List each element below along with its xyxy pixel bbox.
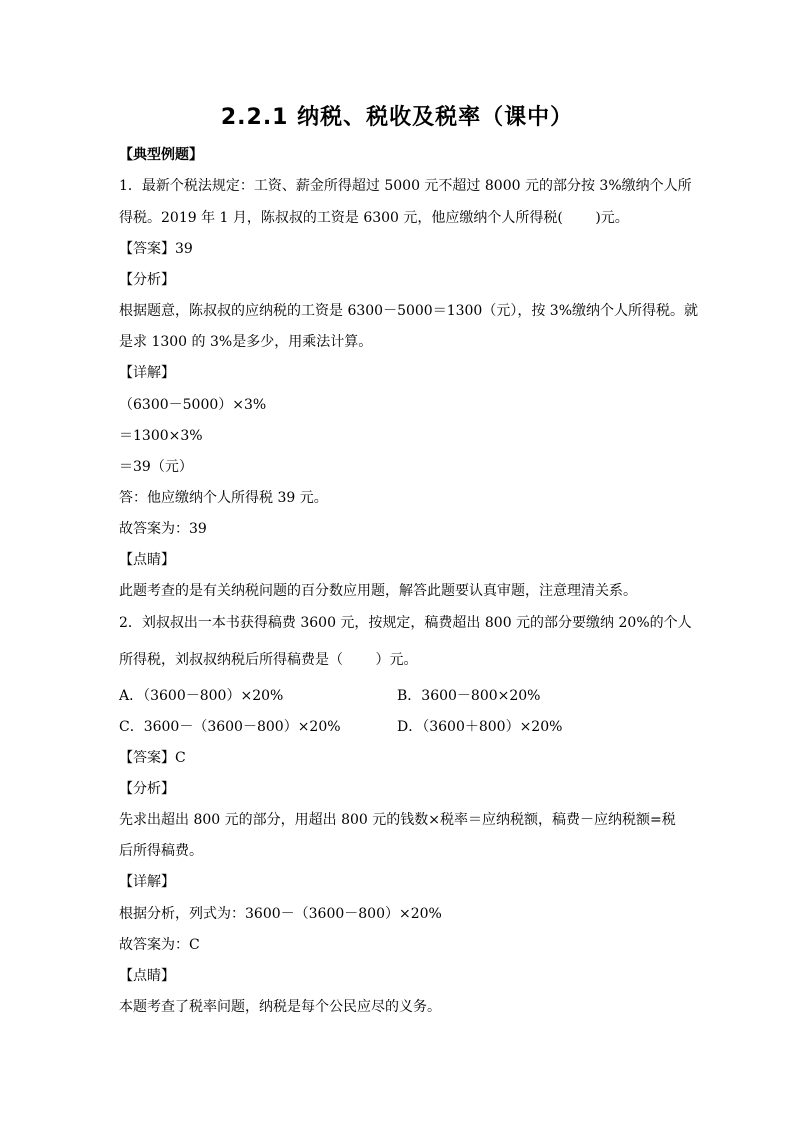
q2-analysis-line2: 后所得稿费。 — [119, 843, 203, 859]
q1-detail-line2: ＝1300×3% — [119, 428, 203, 444]
q2-option-b: B．3600－800×20% — [397, 688, 541, 704]
q1-detail-line1: （6300－5000）×3% — [119, 397, 267, 413]
q2-detail-line1: 根据分析，列式为：3600－（3600－800）×20% — [119, 906, 442, 922]
q2-stem-line1: 2．刘叔叔出一本书获得稿费 3600 元，按规定，稿费超出 800 元的部分要缴纳 20%的个人 — [119, 615, 692, 631]
q2-comment-line1: 本题考查了税率问题，纳税是每个公民应尽的义务。 — [119, 999, 441, 1015]
q2-analysis-line1: 先求出超出 800 元的部分，用超出 800 元的钱数×税率＝应纳税额，稿费－应纳税额=税 — [119, 812, 676, 828]
q2-stem-line2: 所得税，刘叔叔纳税后所得稿费是（ ）元。 — [119, 652, 418, 668]
section-label: 【典型例题】 — [119, 147, 203, 163]
q2-analysis-label: 【分析】 — [119, 781, 175, 797]
q2-comment-label: 【点睛】 — [119, 968, 175, 984]
q2-option-d: D．（3600＋800）×20% — [397, 719, 563, 735]
q1-stem-line1: 1．最新个税法规定：工资、薪金所得超过 5000 元不超过 8000 元的部分按 3%缴纳个人所 — [119, 178, 692, 194]
q1-detail-label: 【详解】 — [119, 365, 175, 381]
q1-analysis-line1: 根据题意，陈叔叔的应纳税的工资是 6300－5000＝1300（元），按 3%缴纳个人所得税。就 — [119, 303, 698, 319]
q1-analysis-line2: 是求 1300 的 3%是多少，用乘法计算。 — [119, 334, 373, 350]
q2-option-c: C．3600－（3600－800）×20% — [119, 719, 341, 735]
q1-detail-line3: ＝39（元） — [119, 459, 193, 475]
q2-answer: 【答案】C — [119, 750, 186, 766]
q1-detail-line4: 答：他应缴纳个人所得税 39 元。 — [119, 490, 328, 506]
q2-detail-label: 【详解】 — [119, 874, 175, 890]
q1-analysis-label: 【分析】 — [119, 272, 175, 288]
page-title: 2.2.1 纳税、税收及税率（课中） — [220, 105, 574, 130]
q2-option-a: A．（3600－800）×20% — [119, 688, 284, 704]
q1-detail-line5: 故答案为：39 — [119, 521, 207, 537]
q1-comment-label: 【点睛】 — [119, 552, 175, 568]
q1-comment-line1: 此题考查的是有关纳税问题的百分数应用题，解答此题要认真审题，注意理清关系。 — [119, 583, 637, 599]
q1-stem-line2: 得税。2019 年 1 月，陈叔叔的工资是 6300 元，他应缴纳个人所得税( )元。 — [119, 210, 629, 226]
q2-detail-line2: 故答案为：C — [119, 937, 200, 953]
q1-answer: 【答案】39 — [119, 241, 193, 257]
